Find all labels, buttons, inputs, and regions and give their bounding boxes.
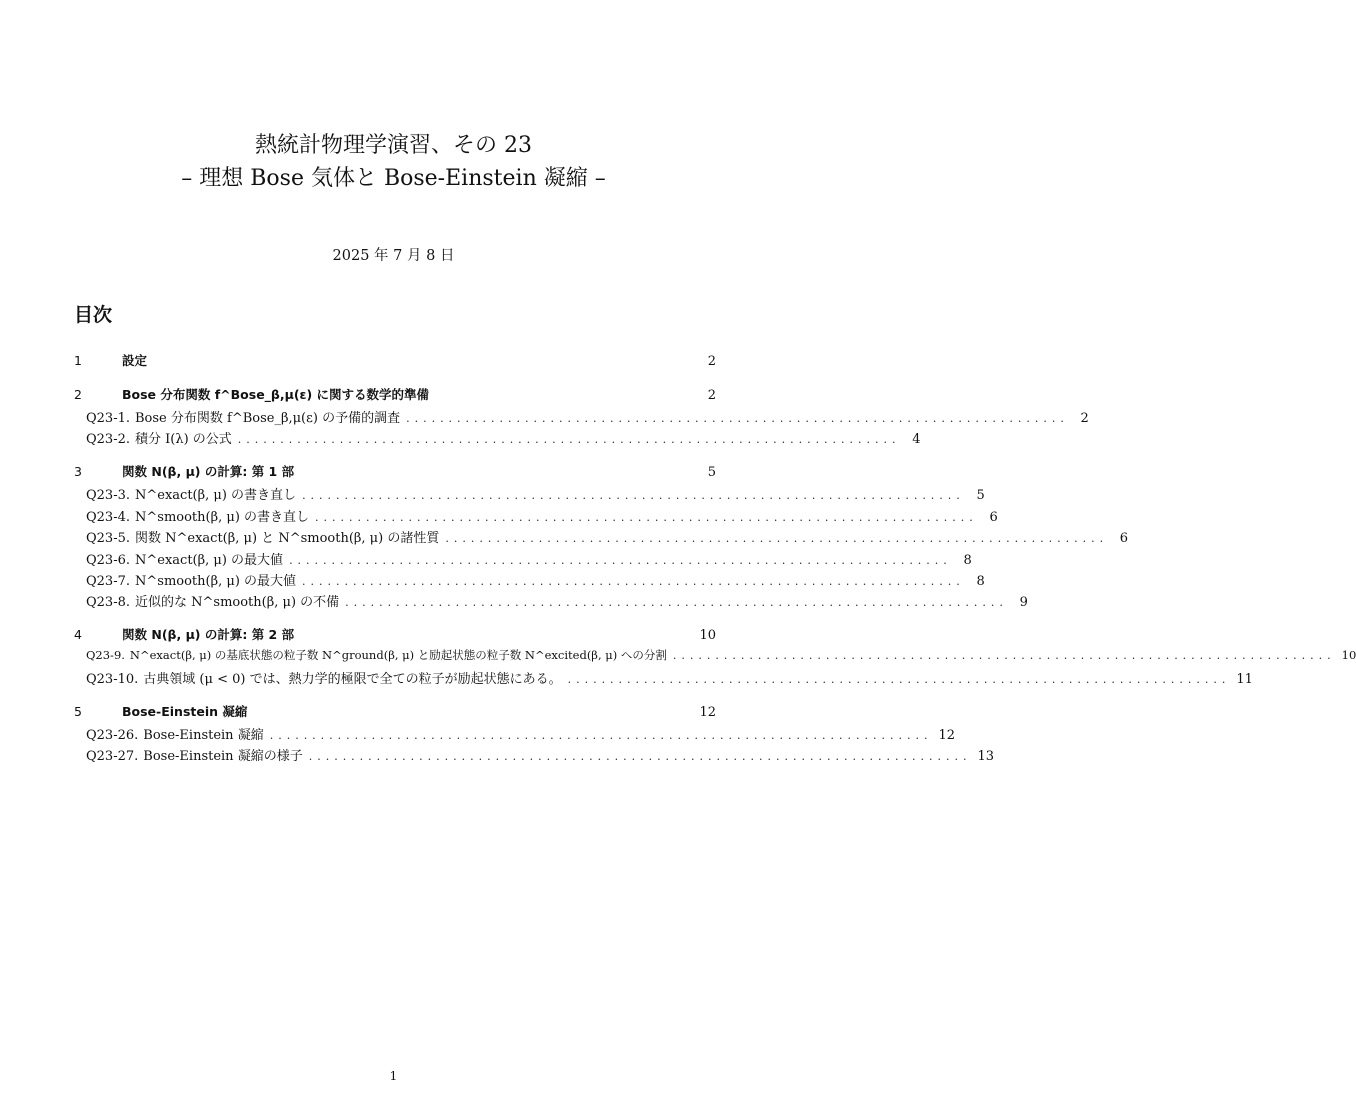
toc-dot-leader: .............................................................................. (445, 532, 1109, 545)
toc-entry-id: Q23-3. (86, 488, 130, 503)
toc-dot-leader: .............................................................................. (308, 750, 972, 763)
toc-entry-q23-2[interactable] (86, 428, 921, 448)
toc-entry-q23-1[interactable] (86, 407, 1089, 427)
toc-entry-id: Q23-8. (86, 595, 130, 610)
toc-page-number: 8 (963, 553, 972, 568)
toc-dot-leader: .............................................................................. (302, 575, 965, 588)
document-title-line-1: 熱統計物理学演習、その 23 (255, 133, 532, 158)
page-number-footer: 1 (389, 1069, 398, 1083)
toc-entry-id: Q23-26. (86, 728, 139, 743)
toc-entry-q23-4[interactable] (86, 506, 998, 526)
toc-heading: 目次 (74, 304, 113, 326)
toc-page-number: 12 (938, 728, 955, 743)
toc-section-title: 設定 (122, 353, 148, 368)
toc-entry-q23-9[interactable] (86, 647, 1356, 667)
toc-section-number: 3 (74, 464, 82, 479)
toc-entry-id: Q23-6. (86, 553, 130, 568)
toc-entry-title: N^smooth(β, μ) の書き直し (135, 510, 310, 525)
toc-page-number: 6 (1119, 531, 1129, 546)
toc-page-number: 5 (707, 465, 716, 480)
toc-dot-leader: .............................................................................. (289, 554, 952, 567)
toc-section-3[interactable] (74, 462, 716, 482)
toc-entry-title: N^smooth(β, μ) の最大値 (135, 574, 297, 589)
toc-page-number: 11 (1236, 672, 1253, 687)
toc-page-number: 8 (976, 574, 985, 589)
toc-entry-q23-27[interactable] (86, 745, 994, 765)
toc-section-4[interactable] (74, 625, 716, 645)
toc-entry-title: Bose-Einstein 凝縮 (143, 728, 264, 743)
toc-section-title: 関数 N(β, μ) の計算: 第 1 部 (122, 464, 295, 479)
toc-dot-leader: .............................................................................. (237, 433, 901, 446)
toc-section-1[interactable] (74, 351, 716, 371)
toc-entry-id: Q23-9. (86, 648, 125, 662)
toc-entry-title: N^exact(β, μ) の最大値 (135, 553, 284, 568)
toc-entry-id: Q23-27. (86, 749, 139, 764)
toc-dot-leader: .............................................................................. (406, 412, 1069, 425)
toc-page-number: 4 (912, 432, 921, 447)
toc-page-number: 13 (977, 749, 994, 764)
toc-entry-title: Bose 分布関数 f^Bose_β,μ(ε) の予備的調査 (135, 411, 401, 426)
toc-page-number: 2 (707, 354, 716, 369)
toc-dot-leader: .............................................................................. (269, 729, 933, 742)
toc-page-number: 6 (989, 510, 998, 525)
toc-entry-q23-8[interactable] (86, 591, 1028, 611)
toc-entry-id: Q23-2. (86, 432, 130, 447)
toc-entry-q23-26[interactable] (86, 724, 955, 744)
toc-section-title: 関数 N(β, μ) の計算: 第 2 部 (122, 627, 295, 642)
document-date: 2025 年 7 月 8 日 (332, 248, 455, 264)
toc-section-2[interactable] (74, 385, 716, 405)
toc-entry-title: N^exact(β, μ) の基底状態の粒子数 N^ground(β, μ) と励起状態の粒子数 N^excited(β, μ) への分割 (129, 648, 667, 662)
toc-page-number: 12 (699, 705, 716, 720)
toc-section-title: Bose-Einstein 凝縮 (122, 704, 248, 719)
toc-dot-leader: .............................................................................. (672, 649, 1336, 662)
toc-section-number: 1 (74, 353, 82, 368)
toc-page-number: 9 (1019, 595, 1028, 610)
toc-page-number: 2 (1080, 411, 1089, 426)
toc-entry-q23-6[interactable] (86, 549, 972, 569)
toc-section-number: 4 (74, 627, 82, 642)
toc-section-title: Bose 分布関数 f^Bose_β,μ(ε) に関する数学的準備 (122, 387, 430, 402)
toc-entry-title: 古典領域 (μ < 0) では、熱力学的極限で全ての粒子が励起状態にある。 (143, 672, 562, 687)
toc-entry-q23-3[interactable] (86, 484, 985, 504)
toc-page-number: 5 (976, 488, 985, 503)
toc-page-number: 2 (707, 388, 716, 403)
toc-entry-id: Q23-10. (86, 672, 139, 687)
toc-entry-title: 関数 N^exact(β, μ) と N^smooth(β, μ) の諸性質 (135, 531, 440, 546)
toc-page-number: 10 (699, 628, 716, 643)
toc-dot-leader: .............................................................................. (345, 596, 1008, 609)
toc-entry-title: 近似的な N^smooth(β, μ) の不備 (135, 595, 340, 610)
toc-entry-q23-10[interactable] (86, 668, 1253, 688)
toc-entry-id: Q23-7. (86, 574, 130, 589)
toc-dot-leader: .............................................................................. (315, 511, 978, 524)
toc-section-number: 2 (74, 387, 82, 402)
toc-entry-id: Q23-5. (86, 531, 130, 546)
toc-dot-leader: .............................................................................. (302, 489, 965, 502)
toc-entry-title: N^exact(β, μ) の書き直し (135, 488, 297, 503)
document-title-line-2: – 理想 Bose 気体と Bose-Einstein 凝縮 – (181, 166, 606, 191)
toc-entry-title: 積分 I(λ) の公式 (135, 432, 232, 447)
toc-section-number: 5 (74, 704, 82, 719)
toc-entry-title: Bose-Einstein 凝縮の様子 (143, 749, 303, 764)
toc-page-number: 10 (1341, 648, 1356, 662)
toc-entry-q23-5[interactable] (86, 527, 1129, 547)
toc-entry-id: Q23-1. (86, 411, 130, 426)
toc-section-5[interactable] (74, 702, 716, 722)
toc-entry-id: Q23-4. (86, 510, 130, 525)
toc-dot-leader: .............................................................................. (567, 673, 1231, 686)
toc-entry-q23-7[interactable] (86, 570, 985, 590)
